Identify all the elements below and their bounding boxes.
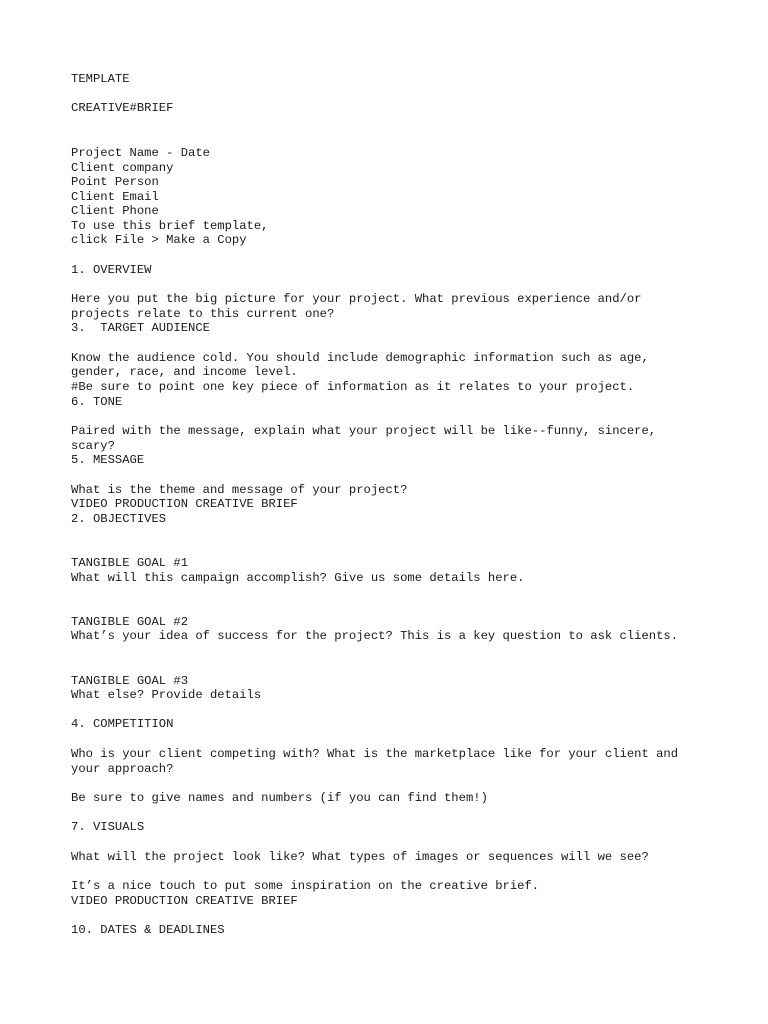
goal-3-title: TANGIBLE GOAL #3: [71, 673, 189, 688]
target-audience-body-line: Know the audience cold. You should include demographic information such as age,: [71, 350, 649, 365]
message-heading: 5. MESSAGE: [71, 453, 145, 467]
goal-3-text: What else? Provide details: [71, 688, 262, 702]
contact-point-person: Point Person: [71, 175, 159, 189]
competition-heading: 4. COMPETITION: [71, 717, 174, 731]
overview-body-line: Here you put the big picture for your project. What previous experience and/or: [71, 292, 642, 306]
target-audience-heading: 3. TARGET AUDIENCE: [71, 321, 210, 335]
target-audience-body-line: #Be sure to point one key piece of information as it relates to your project.: [71, 379, 635, 394]
visuals-body: What will the project look like? What types of images or sequences will we see?: [71, 849, 649, 864]
goal-2-title: TANGIBLE GOAL #2: [71, 614, 189, 629]
contact-template-instruction: To use this brief template,: [71, 218, 269, 233]
dates-heading: 10. DATES & DEADLINES: [71, 923, 225, 937]
tone-body-line: Paired with the message, explain what your project will be like--funny, sincere,: [71, 424, 657, 438]
competition-note: Be sure to give names and numbers (if you can find them!): [71, 791, 488, 805]
running-title: VIDEO PRODUCTION CREATIVE BRIEF: [71, 893, 298, 908]
overview-body-line: projects relate to this current one?: [71, 306, 335, 321]
goal-2-text: What’s your idea of success for the project? This is a key question to ask clients.: [71, 629, 679, 643]
target-audience-body-line: gender, race, and income level.: [71, 365, 298, 379]
goal-1-title: TANGIBLE GOAL #1: [71, 556, 189, 570]
document-header: TEMPLATE: [71, 72, 130, 86]
contact-copy-instruction: click File > Make a Copy: [71, 233, 247, 247]
visuals-heading: 7. VISUALS: [71, 820, 145, 834]
tone-body-line: scary?: [71, 438, 115, 453]
goal-1-text: What will this campaign accomplish? Give us some details here.: [71, 570, 525, 585]
contact-client-phone: Client Phone: [71, 204, 159, 218]
tone-heading: 6. TONE: [71, 394, 123, 409]
visuals-note: It’s a nice touch to put some inspiration on the creative brief.: [71, 879, 540, 893]
message-body-line: What is the theme and message of your project?: [71, 482, 408, 497]
overview-heading: 1. OVERVIEW: [71, 262, 152, 277]
contact-client-email: Client Email: [71, 189, 159, 204]
objectives-heading: 2. OBJECTIVES: [71, 511, 167, 526]
contact-client-company: Client company: [71, 160, 174, 175]
competition-body-line: Who is your client competing with? What is the marketplace like for your client and: [71, 747, 679, 761]
document-subheader: CREATIVE#BRIEF: [71, 101, 174, 115]
contact-project-name: Project Name - Date: [71, 146, 210, 160]
running-title: VIDEO PRODUCTION CREATIVE BRIEF: [71, 497, 298, 511]
competition-body-line: your approach?: [71, 761, 174, 776]
